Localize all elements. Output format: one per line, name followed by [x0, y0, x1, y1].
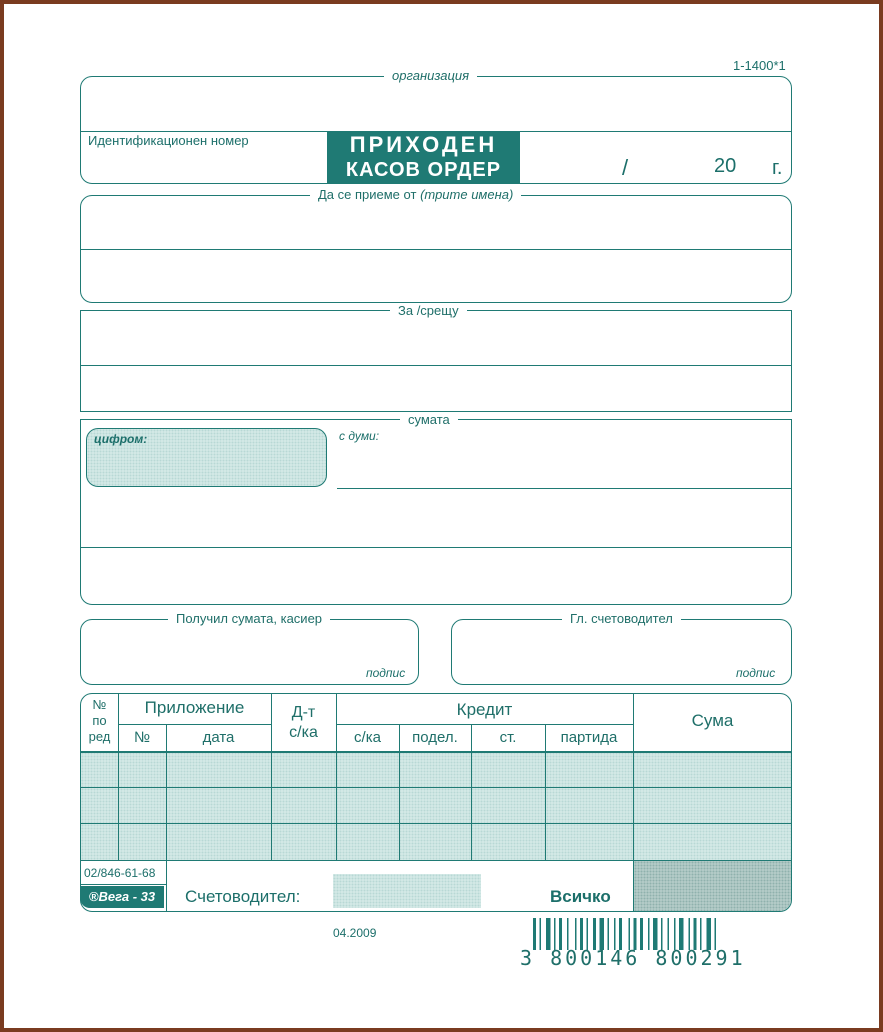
barcode-digits: 3 800146 800291 [520, 946, 746, 970]
accountant-sign-label: подпис [736, 666, 776, 680]
col-credit-account: с/ка [354, 729, 381, 746]
received-from-line [80, 249, 792, 250]
document-title [327, 131, 520, 183]
col-sum: Сума [691, 711, 734, 730]
received-from-text: Да се приеме от [318, 187, 417, 202]
col-row-number-line1: № [92, 697, 107, 712]
cashier-label: Получил сумата, касиер [168, 611, 330, 627]
col-credit-subdivision: подел. [412, 729, 458, 746]
received-from-note: (трите имена) [420, 187, 514, 202]
date-slash: / [622, 155, 629, 180]
attachment-subheader-line [118, 724, 271, 725]
amount-label: сумата [400, 412, 458, 428]
chief-accountant-label: Гл. счетоводител [562, 611, 681, 627]
col-credit: Кредит [456, 700, 513, 719]
col-attachment-no: № [133, 729, 151, 746]
organization-label: организация [384, 68, 477, 84]
for-against-box[interactable] [80, 310, 792, 412]
for-against-line [80, 365, 792, 366]
year-suffix: г. [772, 157, 783, 179]
amount-digits-label: цифром: [94, 432, 148, 446]
print-date-code: 04.2009 [333, 926, 377, 940]
form-code: 1-1400*1 [733, 58, 786, 73]
col-debit [271, 703, 336, 743]
col-debit-line1: Д-т [291, 704, 316, 721]
amount-words-line1 [337, 488, 792, 489]
id-number-label: Идентификационен номер [88, 133, 249, 148]
footer-brand-line [80, 884, 166, 885]
col-row-number [81, 697, 118, 745]
table-row-line [80, 787, 792, 788]
col-credit-item: ст. [499, 729, 517, 746]
col-line [118, 693, 119, 860]
table-body-rows [81, 752, 791, 860]
credit-subheader-line [336, 724, 633, 725]
cashier-sign-label: подпис [366, 666, 406, 680]
table-header-bottom [80, 751, 792, 753]
col-debit-line2: с/ка [289, 724, 318, 741]
accountant-field[interactable] [333, 874, 481, 908]
col-attachment-date: дата [202, 729, 235, 746]
total-sum-field[interactable] [634, 861, 791, 911]
accountant-label: Счетоводител: [185, 887, 301, 906]
for-against-label: За /срещу [390, 303, 467, 319]
amount-words-label: с думи: [339, 429, 380, 443]
printer-brand: ®Вега - 33 [80, 886, 164, 908]
received-from-label [310, 187, 521, 203]
printer-phone: 02/846-61-68 [84, 866, 156, 880]
title-line2: КАСОВ ОРДЕР [345, 159, 502, 181]
col-attachment: Приложение [144, 698, 245, 717]
col-row-number-line2: по [92, 713, 107, 728]
amount-words-line2 [80, 547, 792, 548]
col-credit-batch: партида [560, 729, 618, 746]
table-row-line [80, 823, 792, 824]
title-line1: ПРИХОДЕН [349, 132, 498, 157]
total-label: Всичко [550, 887, 611, 906]
col-row-number-line3: ред [88, 729, 111, 744]
footer-brand-sep [166, 860, 167, 912]
year-prefix: 20 [714, 155, 737, 177]
